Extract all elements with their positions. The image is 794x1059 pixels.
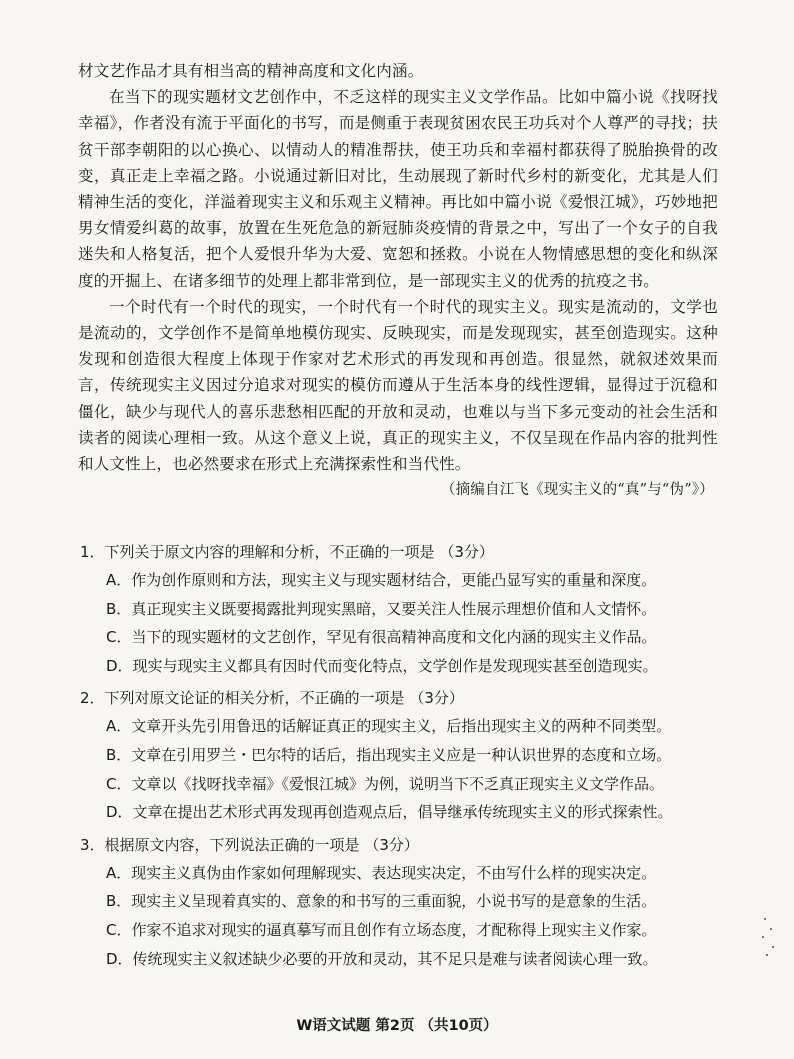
- question-1-options: [80, 566, 720, 680]
- page-footer: W语文试题 第2页 （共10页）: [296, 1018, 498, 1034]
- passage-paragraph-3: 一个时代有一个时代的现实，一个时代有一个时代的现实主义。现实是流动的，文学也是流动的，文学创作不是简单地模仿现实、反映现实，而是发现现实，甚至创造现实。这种发现和创造很大程度上体现于作家对艺术形式的再发现和再创造。很显然，就叙述效果而言，传统现实主义因过分追求对现实的模仿而遵从于生活本身的线性逻辑，显得过于沉稳和僵化，缺少与现代人的喜乐悲愁相匹配的开放和灵动，也难以与当下多元变动的社会生活和读者的阅读心理相一致。从这个意义上说，真正的现实主义，不仅呈现在作品内容的批判性和人文性上，也必然要求在形式上充满探索性和当代性。: [78, 297, 718, 474]
- question-2-option-b: B．文章在引用罗兰・巴尔特的话后，指出现实主义应是一种认识世界的态度和立场。: [106, 745, 672, 764]
- question-3: [80, 831, 720, 973]
- passage-paragraph-2: 在当下的现实题材文艺创作中，不乏这样的现实主义文学作品。比如中篇小说《找呀找幸福》，作者没有流于平面化的书写，而是侧重于表现贫困农民王功兵对个人尊严的寻找；扶贫干部李朝阳的以心换心、以情动人的精准帮扶，使王功兵和幸福村都获得了脱胎换骨的改变，真正走上幸福之路。小说通过新旧对比，生动展现了新时代乡村的新变化，尤其是人们精神生活的变化，洋溢着现实主义和乐观主义精神。再比如中篇小说《爱恨江城》，巧妙地把男女情爱纠葛的故事，放置在生死危急的新冠肺炎疫情的背景之中，写出了一个女子的自我迷失和人格复活，把个人爱恨升华为大爱、宽恕和拯救。小说在人物情感思想的变化和纵深度的开掘上、在诸多细节的处理上都非常到位，是一部现实主义的优秀的抗疫之书。: [78, 88, 718, 290]
- passage-paragraph-1: 材文艺作品才具有相当高的精神高度和文化内涵。: [78, 62, 424, 80]
- question-2-options: [80, 712, 720, 826]
- question-3-option-c: C．作家不追求对现实的逼真摹写而且创作有立场态度，才配称得上现实主义作家。: [106, 920, 657, 939]
- question-1-option-a: A．作为创作原则和方法，现实主义与现实题材结合，更能凸显写实的重量和深度。: [106, 571, 657, 589]
- question-1-stem: 1．下列关于原文内容的理解和分析，不正确的一项是 （3分）: [80, 543, 494, 561]
- question-3-options: [80, 859, 720, 973]
- question-3-option-d: D．传统现实主义叙述缺少必要的开放和灵动，其不足只是难与读者阅读心理一致。: [106, 949, 658, 968]
- reading-passage: [78, 58, 718, 503]
- question-2-option-c: C．文章以《找呀找幸福》《爱恨江城》为例，说明当下不乏真正现实主义文学作品。: [106, 774, 664, 793]
- question-list: [80, 538, 720, 977]
- question-1: [80, 538, 720, 680]
- passage-source: （摘编自江飞《现实主义的“真”与“伪”》）: [440, 482, 714, 499]
- question-3-stem: 3．根据原文内容，下列说法正确的一项是 （3分）: [80, 835, 419, 854]
- question-2-option-d: D．文章在提出艺术形式再发现再创造观点后，倡导继承传统现实主义的形式探索性。: [106, 803, 673, 822]
- question-1-option-c: C．当下的现实题材的文艺创作，罕见有很高精神高度和文化内涵的现实主义作品。: [106, 628, 657, 647]
- question-2: [80, 684, 720, 826]
- question-3-option-a: A．现实主义真伪由作家如何理解现实、表达现实决定，不由写什么样的现实决定。: [106, 863, 657, 882]
- question-2-stem: 2．下列对原文论证的相关分析，不正确的一项是 （3分）: [80, 689, 464, 708]
- question-1-option-b: B．真正现实主义既要揭露批判现实黑暗，又要关注人性展示理想价值和人文情怀。: [106, 599, 657, 618]
- question-2-option-a: A．文章开头先引用鲁迅的话解证真正的现实主义，后指出现实主义的两种不同类型。: [106, 717, 672, 736]
- question-3-option-b: B．现实主义呈现着真实的、意象的和书写的三重面貌，小说书写的是意象的生活。: [106, 892, 657, 911]
- question-1-option-d: D．现实与现实主义都具有因时代而变化特点，文学创作是发现现实甚至创造现实。: [106, 656, 658, 675]
